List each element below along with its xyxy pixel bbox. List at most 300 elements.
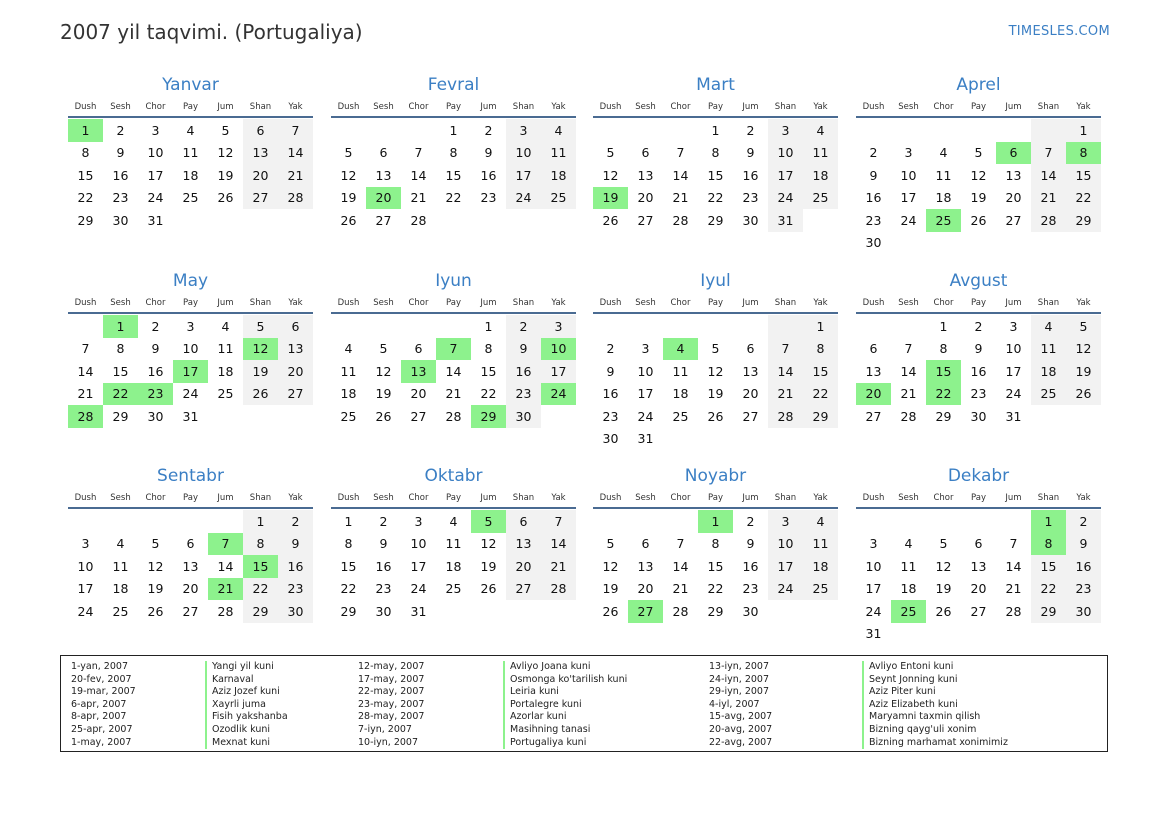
weekday-label: Chor — [145, 298, 166, 308]
holiday-day: 7 — [436, 338, 471, 361]
day: 6 — [243, 119, 278, 142]
weekday-label: Pay — [708, 298, 723, 308]
weekday-header — [68, 98, 313, 118]
day: 28 — [1005, 603, 1022, 619]
legend-date: 8-apr, 2007 — [71, 711, 127, 723]
day: 4 — [186, 122, 195, 138]
weekday-label: Yak — [1076, 493, 1091, 503]
weekday-label: Shan — [512, 102, 535, 112]
day: 30 — [112, 212, 129, 228]
empty-day — [698, 315, 733, 338]
legend-name-column — [862, 661, 1008, 749]
day: 21 — [541, 555, 576, 578]
day: 25 — [803, 578, 838, 601]
day-grid — [331, 510, 576, 623]
day: 15 — [112, 363, 129, 379]
month-noyabr — [593, 463, 838, 623]
day: 28 — [768, 405, 803, 428]
weekday-label: Chor — [408, 493, 429, 503]
day: 11 — [672, 363, 689, 379]
day: 26 — [707, 408, 724, 424]
weekday-header — [68, 294, 313, 314]
weekday-label: Chor — [408, 102, 429, 112]
weekday-label: Jum — [217, 493, 234, 503]
day: 3 — [541, 315, 576, 338]
holiday-day: 24 — [541, 383, 576, 406]
empty-day — [68, 315, 103, 338]
holiday-day: 22 — [926, 383, 961, 406]
day: 2 — [746, 513, 755, 529]
day: 23 — [1066, 578, 1101, 601]
day: 16 — [1066, 555, 1101, 578]
holiday-day: 1 — [698, 510, 733, 533]
day: 22 — [480, 386, 497, 402]
day: 15 — [803, 360, 838, 383]
weekday-label: Jum — [1005, 493, 1022, 503]
day: 5 — [711, 341, 720, 357]
day: 11 — [803, 533, 838, 556]
day: 13 — [278, 338, 313, 361]
day: 8 — [803, 338, 838, 361]
day: 14 — [77, 363, 94, 379]
day: 6 — [641, 536, 650, 552]
legend-date: 17-may, 2007 — [358, 673, 425, 685]
day: 22 — [340, 581, 357, 597]
day: 24 — [637, 408, 654, 424]
weekday-label: Yak — [288, 298, 303, 308]
day: 30 — [375, 603, 392, 619]
day: 13 — [182, 558, 199, 574]
site-link[interactable]: TIMESLES.COM — [1008, 24, 1110, 39]
weekday-label: Pay — [971, 102, 986, 112]
weekday-label: Yak — [288, 493, 303, 503]
day: 31 — [182, 408, 199, 424]
day: 25 — [1031, 383, 1066, 406]
day: 16 — [602, 386, 619, 402]
holiday-day: 4 — [663, 338, 698, 361]
day: 28 — [410, 212, 427, 228]
day: 3 — [81, 536, 90, 552]
day: 9 — [278, 533, 313, 556]
day: 3 — [869, 536, 878, 552]
weekday-label: Jum — [480, 102, 497, 112]
day: 12 — [1066, 338, 1101, 361]
holiday-day: 7 — [208, 533, 243, 556]
weekday-label: Chor — [670, 298, 691, 308]
legend-date: 12-may, 2007 — [358, 661, 425, 672]
weekday-header — [68, 489, 313, 509]
empty-day — [138, 510, 173, 533]
day: 21 — [672, 190, 689, 206]
month-name: Iyul — [700, 271, 731, 291]
day: 17 — [506, 164, 541, 187]
weekday-label: Chor — [145, 102, 166, 112]
legend-date-column — [709, 661, 772, 749]
day: 3 — [641, 341, 650, 357]
day: 6 — [974, 536, 983, 552]
day: 6 — [746, 341, 755, 357]
weekday-label: Sesh — [373, 493, 394, 503]
day: 21 — [1005, 581, 1022, 597]
weekday-label: Dush — [599, 298, 622, 308]
day: 17 — [77, 581, 94, 597]
legend-name-column — [503, 661, 627, 749]
day: 15 — [480, 363, 497, 379]
day: 13 — [970, 558, 987, 574]
day: 28 — [445, 408, 462, 424]
day: 14 — [900, 363, 917, 379]
empty-day — [996, 510, 1031, 533]
weekday-label: Shan — [774, 493, 797, 503]
day: 20 — [182, 581, 199, 597]
day: 27 — [637, 212, 654, 228]
weekday-label: Sesh — [373, 298, 394, 308]
day: 25 — [445, 581, 462, 597]
empty-day — [961, 510, 996, 533]
day: 8 — [484, 341, 493, 357]
holiday-day: 1 — [1031, 510, 1066, 533]
weekday-label: Dush — [74, 102, 97, 112]
day: 18 — [112, 581, 129, 597]
holiday-day: 20 — [856, 383, 891, 406]
day: 9 — [379, 536, 388, 552]
weekday-label: Jum — [217, 298, 234, 308]
weekday-label: Shan — [1037, 493, 1060, 503]
day: 2 — [278, 510, 313, 533]
empty-day — [593, 510, 628, 533]
month-yanvar — [68, 72, 313, 232]
legend-holiday-name: Bizning marhamat xonimimiz — [862, 737, 1008, 750]
weekday-label: Jum — [217, 102, 234, 112]
day: 26 — [147, 603, 164, 619]
weekday-label: Sesh — [635, 493, 656, 503]
day: 16 — [865, 190, 882, 206]
day: 15 — [340, 558, 357, 574]
day: 11 — [1031, 338, 1066, 361]
day: 7 — [81, 341, 90, 357]
day: 14 — [410, 167, 427, 183]
empty-day — [663, 119, 698, 142]
day: 16 — [480, 167, 497, 183]
holiday-day: 8 — [1031, 533, 1066, 556]
empty-day — [331, 315, 366, 338]
day: 12 — [375, 363, 392, 379]
empty-day — [208, 510, 243, 533]
weekday-label: Yak — [813, 493, 828, 503]
holiday-day: 27 — [628, 600, 663, 623]
day: 13 — [742, 363, 759, 379]
day: 30 — [278, 600, 313, 623]
day: 14 — [672, 167, 689, 183]
day: 17 — [768, 555, 803, 578]
holiday-day: 15 — [926, 360, 961, 383]
holiday-day: 22 — [103, 383, 138, 406]
day: 11 — [541, 142, 576, 165]
day: 20 — [1005, 190, 1022, 206]
day: 26 — [340, 212, 357, 228]
day: 28 — [1031, 209, 1066, 232]
legend-holiday-name: Avliyo Entoni kuni — [862, 661, 1008, 674]
day: 2 — [116, 122, 125, 138]
legend-date: 28-may, 2007 — [358, 711, 425, 723]
day: 21 — [768, 383, 803, 406]
day: 2 — [869, 145, 878, 161]
day: 31 — [410, 603, 427, 619]
holiday-day: 5 — [471, 510, 506, 533]
weekday-header — [856, 489, 1101, 509]
day-grid — [68, 315, 313, 428]
empty-day — [891, 510, 926, 533]
empty-day — [68, 510, 103, 533]
day: 14 — [672, 558, 689, 574]
day: 5 — [606, 536, 615, 552]
day: 9 — [869, 167, 878, 183]
empty-day — [663, 510, 698, 533]
day: 15 — [707, 558, 724, 574]
legend-holiday-name: Ozodlik kuni — [205, 724, 288, 737]
weekday-label: Pay — [183, 298, 198, 308]
day: 12 — [480, 536, 497, 552]
day: 27 — [410, 408, 427, 424]
day: 9 — [974, 341, 983, 357]
weekday-label: Jum — [480, 298, 497, 308]
legend-holiday-name: Aziz Piter kuni — [862, 686, 1008, 699]
legend-date-column — [358, 661, 424, 749]
day: 26 — [1066, 383, 1101, 406]
day: 7 — [541, 510, 576, 533]
weekday-label: Dush — [337, 493, 360, 503]
legend-holiday-name: Seynt Jonning kuni — [862, 674, 1008, 687]
day: 15 — [445, 167, 462, 183]
day: 1 — [711, 122, 720, 138]
day: 9 — [484, 145, 493, 161]
legend-holiday-name: Masihning tanasi — [503, 724, 627, 737]
day: 23 — [278, 578, 313, 601]
day: 14 — [541, 533, 576, 556]
holiday-day: 25 — [891, 600, 926, 623]
weekday-label: Chor — [670, 493, 691, 503]
day: 18 — [672, 386, 689, 402]
day: 1 — [803, 315, 838, 338]
month-oktabr — [331, 463, 576, 623]
empty-day — [768, 315, 803, 338]
day: 29 — [803, 405, 838, 428]
day: 23 — [970, 386, 987, 402]
day: 26 — [375, 408, 392, 424]
day: 30 — [602, 431, 619, 447]
holiday-day: 10 — [541, 338, 576, 361]
day: 11 — [803, 142, 838, 165]
day: 5 — [606, 145, 615, 161]
day: 31 — [768, 209, 803, 232]
day: 2 — [151, 318, 160, 334]
day: 16 — [278, 555, 313, 578]
weekday-header — [856, 98, 1101, 118]
day: 15 — [707, 167, 724, 183]
day: 24 — [768, 187, 803, 210]
day: 26 — [480, 581, 497, 597]
empty-day — [926, 510, 961, 533]
legend-date: 4-iyl, 2007 — [709, 698, 760, 710]
day: 25 — [340, 408, 357, 424]
day: 31 — [637, 431, 654, 447]
day: 4 — [221, 318, 230, 334]
day: 25 — [182, 190, 199, 206]
empty-day — [593, 119, 628, 142]
day: 31 — [147, 212, 164, 228]
day: 20 — [742, 386, 759, 402]
day: 4 — [803, 119, 838, 142]
day: 22 — [243, 578, 278, 601]
day: 27 — [742, 408, 759, 424]
weekday-label: Dush — [862, 493, 885, 503]
month-mart — [593, 72, 838, 232]
month-name: Dekabr — [947, 466, 1010, 486]
day: 24 — [900, 212, 917, 228]
day-grid — [331, 119, 576, 232]
day: 8 — [711, 145, 720, 161]
legend-date: 24-iyn, 2007 — [709, 673, 770, 685]
day: 5 — [939, 536, 948, 552]
day-grid — [856, 510, 1101, 645]
day: 26 — [935, 603, 952, 619]
weekday-label: Shan — [774, 102, 797, 112]
day: 11 — [217, 341, 234, 357]
day: 1 — [1066, 119, 1101, 142]
legend-date: 20-avg, 2007 — [709, 723, 773, 735]
weekday-label: Sesh — [898, 493, 919, 503]
day: 13 — [637, 167, 654, 183]
day: 24 — [410, 581, 427, 597]
empty-day — [1031, 119, 1066, 142]
day: 19 — [375, 386, 392, 402]
legend-holiday-name: Aziz Jozef kuni — [205, 686, 288, 699]
legend-holiday-name: Azorlar kuni — [503, 711, 627, 724]
day: 18 — [182, 167, 199, 183]
day: 4 — [904, 536, 913, 552]
day: 30 — [506, 405, 541, 428]
day: 30 — [742, 603, 759, 619]
day: 28 — [672, 212, 689, 228]
holiday-day: 17 — [173, 360, 208, 383]
weekday-header — [856, 294, 1101, 314]
day: 3 — [506, 119, 541, 142]
day: 4 — [803, 510, 838, 533]
legend-holiday-name: Bizning qayg'uli xonim — [862, 724, 1008, 737]
weekday-label: Jum — [1005, 298, 1022, 308]
day: 23 — [602, 408, 619, 424]
weekday-label: Dush — [74, 298, 97, 308]
weekday-label: Shan — [512, 298, 535, 308]
day: 19 — [1066, 360, 1101, 383]
day: 23 — [375, 581, 392, 597]
empty-day — [628, 510, 663, 533]
month-name: Avgust — [949, 271, 1008, 291]
holiday-day: 28 — [68, 405, 103, 428]
day: 10 — [1005, 341, 1022, 357]
day: 9 — [746, 145, 755, 161]
day: 6 — [641, 145, 650, 161]
weekday-label: Shan — [249, 493, 272, 503]
day: 5 — [1066, 315, 1101, 338]
day-grid — [856, 119, 1101, 254]
legend-holiday-name: Portalegre kuni — [503, 699, 627, 712]
day-grid — [68, 510, 313, 623]
empty-day — [961, 119, 996, 142]
empty-day — [733, 315, 768, 338]
day: 25 — [541, 187, 576, 210]
day: 2 — [484, 122, 493, 138]
month-iyun — [331, 268, 576, 428]
day: 31 — [1005, 408, 1022, 424]
day: 6 — [869, 341, 878, 357]
day: 13 — [243, 142, 278, 165]
legend-holiday-name: Xayrli juma — [205, 699, 288, 712]
day: 27 — [243, 187, 278, 210]
day: 24 — [506, 187, 541, 210]
day: 3 — [151, 122, 160, 138]
day: 18 — [803, 555, 838, 578]
day: 19 — [147, 581, 164, 597]
holiday-day: 20 — [366, 187, 401, 210]
weekday-label: Chor — [933, 298, 954, 308]
day: 24 — [768, 578, 803, 601]
day: 13 — [865, 363, 882, 379]
month-dekabr — [856, 463, 1101, 645]
weekday-label: Shan — [249, 298, 272, 308]
weekday-label: Pay — [708, 493, 723, 503]
day-grid — [593, 315, 838, 450]
day: 10 — [77, 558, 94, 574]
day: 11 — [112, 558, 129, 574]
empty-day — [331, 119, 366, 142]
empty-day — [891, 315, 926, 338]
day: 25 — [672, 408, 689, 424]
day: 2 — [379, 513, 388, 529]
day: 25 — [803, 187, 838, 210]
day: 8 — [344, 536, 353, 552]
day: 29 — [707, 603, 724, 619]
day: 18 — [935, 190, 952, 206]
day: 28 — [278, 187, 313, 210]
day: 21 — [278, 164, 313, 187]
weekday-label: Pay — [446, 102, 461, 112]
day: 20 — [243, 164, 278, 187]
day: 28 — [672, 603, 689, 619]
weekday-label: Sesh — [373, 102, 394, 112]
empty-day — [401, 315, 436, 338]
holiday-day: 8 — [1066, 142, 1101, 165]
day: 1 — [449, 122, 458, 138]
empty-day — [401, 119, 436, 142]
day: 3 — [904, 145, 913, 161]
page-title: 2007 yil taqvimi. (Portugaliya) — [60, 20, 363, 44]
day: 5 — [221, 122, 230, 138]
day: 18 — [217, 363, 234, 379]
day: 10 — [182, 341, 199, 357]
weekday-label: Sesh — [898, 102, 919, 112]
day: 1 — [243, 510, 278, 533]
day: 14 — [445, 363, 462, 379]
day: 29 — [243, 600, 278, 623]
day: 30 — [865, 235, 882, 251]
legend-date-column — [71, 661, 136, 749]
day: 25 — [217, 386, 234, 402]
day: 11 — [900, 558, 917, 574]
day: 20 — [278, 360, 313, 383]
weekday-label: Sesh — [110, 102, 131, 112]
day: 9 — [1066, 533, 1101, 556]
